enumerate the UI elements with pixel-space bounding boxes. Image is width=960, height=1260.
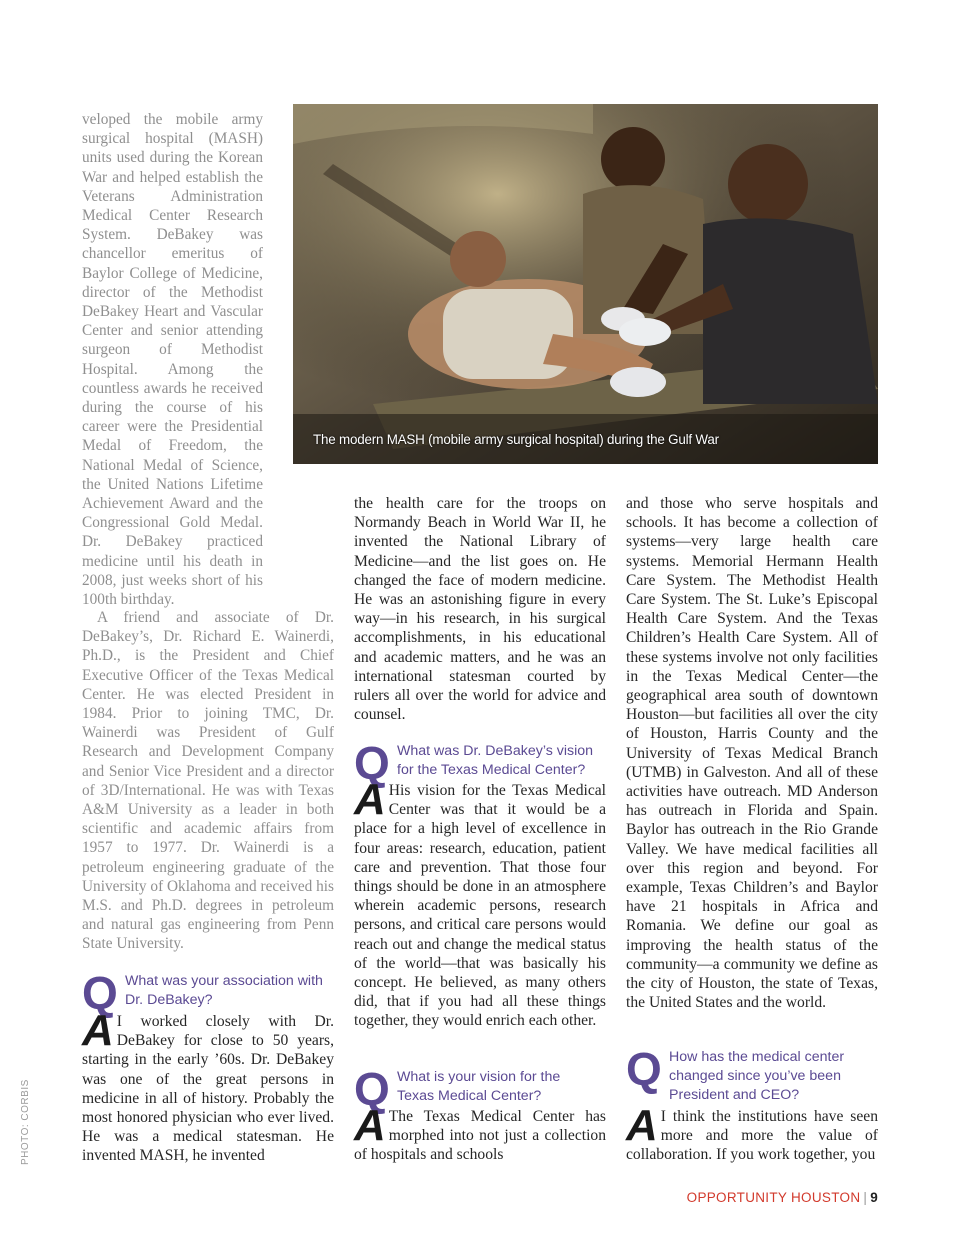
question-2: What was Dr. DeBakey’s vision for the Texas Medical Center? bbox=[397, 743, 594, 779]
mash-photo bbox=[293, 104, 878, 464]
intro-paragraph: veloped the mobile army surgical hospital (MASH) units used during the Korean War and helped establish the Veterans Administration Medical Center Research System. DeBakey was chancellor emeritus of Baylor College of Medicine, director of the Methodist DeBakey Heart and Vascular Center and senior attending surgeon of Methodist Hospital. Among the countless awards he received during the course of his career were the Presidential Medal of Freedom, the National Medal of Science, the United Nations Lifetime Achievement Award and the Congressional Gold Medal. Dr. DeBakey practiced medicine until his death in 2008, just weeks short of his 100th birthday. bbox=[82, 111, 263, 609]
answer-4-block bbox=[626, 1101, 878, 1165]
publication-name: OPPORTUNITY HOUSTON bbox=[686, 1190, 861, 1205]
photo-credit: PHOTO: CORBIS bbox=[20, 1079, 31, 1165]
a-mark-4: A bbox=[626, 1101, 658, 1150]
q-mark-3: Q bbox=[354, 1063, 390, 1115]
col3-paragraph: and those who serve hospitals and schools. It has become a collection of systems—very large health care systems. Memorial Hermann Health Care System. The Methodist Health Care System. The St. Luke’s Episcopal Health Care System. And the Texas Children’s Health Care System. All of these systems involve not only facilities in the Texas Medical Center—the geographical area south of downtown Houston—but facilities all over the city of Houston, Harris County and the University of Texas Medical Branch (UTMB) in Galveston. And all of these activities have outreach. MD Anderson has outreach in Florida and Spain. Baylor has outreach in the Rio Grande Valley. We have medical facilities all over this region and beyond. For example, Texas Children’s and Baylor have 21 hospitals in Africa and Romania. We define our goal as improving the health status of the community—a community we define as the city of Houston, the state of Texas, the United States and the world. bbox=[626, 495, 878, 1012]
footer-separator: | bbox=[863, 1190, 868, 1205]
question-1: What was your association with Dr. DeBakey? bbox=[125, 973, 323, 1009]
bio-paragraph: A friend and associate of Dr. DeBakey’s, Dr. Richard E. Wainerdi, Ph.D., is the President and Chief Executive Officer of the Texas Medical Center. He was elected President in 1984. Prior to joining TMC, Dr. Wainerdi was President of Gulf Research and Development Company and Senior Vice President and a director of 3D/International. He was with Texas A&M University as a leader in both scientific and academic affairs from 1957 to 1977. Dr. Wainerdi is a petroleum engineering graduate of the University of Oklahoma and received his M.S. and Ph.D. degrees in petroleum and natural gas engineering from Penn State University. bbox=[82, 609, 334, 953]
answer-4: I think the institutions have seen more and more the value of collaboration. If you work together, you bbox=[626, 1108, 878, 1164]
answer-2: His vision for the Texas Medical Center was that it would be a place for a high level of excellence in four areas: research, education, patient care and prevention. That those four things should be done in an atmosphere wherein academic persons, research persons, and critical care persons would reach out and change the medical status of the world—that was basically his concept. He believed, as many others did, that if you had all these things together, they would enrich each other. bbox=[354, 782, 606, 1030]
a-mark-1: A bbox=[82, 1006, 114, 1055]
answer-1-block bbox=[82, 1006, 334, 1166]
a-mark-3: A bbox=[354, 1101, 386, 1150]
question-3: What is your vision for the Texas Medical Center? bbox=[397, 1069, 561, 1105]
answer-3-block bbox=[354, 1101, 606, 1165]
col1-lower bbox=[82, 608, 334, 954]
q-mark-2: Q bbox=[354, 737, 390, 789]
q-mark-4: Q bbox=[626, 1043, 662, 1095]
photo-caption: The modern MASH (mobile army surgical hospital) during the Gulf War bbox=[313, 432, 719, 447]
page-number: 9 bbox=[870, 1190, 878, 1205]
col1-upper bbox=[82, 110, 263, 609]
col2-top bbox=[354, 494, 606, 724]
answer-3: The Texas Medical Center has morphed into not just a collection of hospitals and schools bbox=[354, 1108, 606, 1164]
col2-paragraph: the health care for the troops on Normandy Beach in World War II, he invented the National Library of Medicine—and the list goes on. He changed the face of modern medicine. He was an astonishing figure in every way—in his research, in his surgical accomplishments, in his educational and academic matters, and he was an international statesman courted by rulers all over the world for advice and counsel. bbox=[354, 495, 606, 724]
page-footer bbox=[687, 1190, 878, 1205]
answer-1: I worked closely with Dr. DeBakey for close to 50 years, starting in the early ’60s. Dr. DeBakey was one of the great persons in medicine in all of history. Probably the most honored physician who ever lived. He was a medical statesman. He invented MASH, he invented bbox=[82, 1013, 334, 1165]
question-4: How has the medical center changed since you’ve been President and CEO? bbox=[669, 1049, 845, 1104]
mash-photo-image bbox=[293, 104, 878, 464]
col3-top bbox=[626, 494, 878, 1012]
a-mark-2: A bbox=[354, 775, 386, 824]
answer-2-block bbox=[354, 775, 606, 1031]
q-mark-1: Q bbox=[82, 967, 118, 1019]
